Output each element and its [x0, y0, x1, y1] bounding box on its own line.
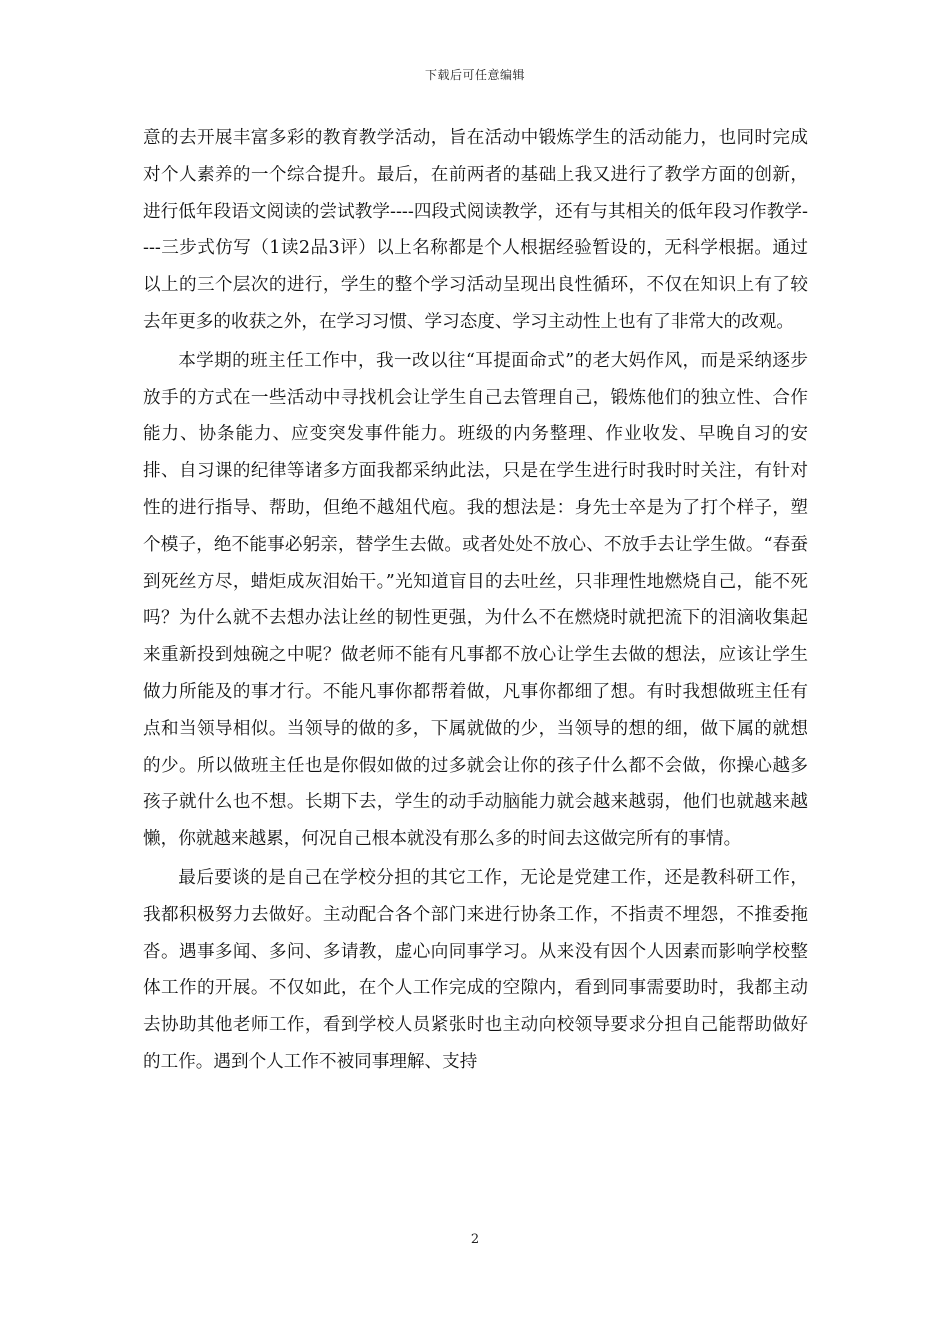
paragraph-continuation: 意的去开展丰富多彩的教育教学活动，旨在活动中锻炼学生的活动能力，也同时完成对个人素养的一个综合提升。最后，在前两者的基础上我又进行了教学方面的创新，进行低年段语文阅读的尝试教学----四段式阅读教学，还有与其相关的低年段习作教学----三步式仿写（1读2品3评）以上名称都是个人根据经验暂设的，无科学根据。通过以上的三个层次的进行，学生的整个学习活动呈现出良性循环，不仅在知识上有了较去年更多的收获之外，在学习习惯、学习态度、学习主动性上也有了非常大的改观。 — [143, 128, 808, 332]
page-number: 2 — [470, 1232, 480, 1247]
page-header: 下载后可任意编辑 — [424, 68, 525, 82]
document-body — [143, 120, 808, 1081]
paragraph-class-teacher-work: 本学期的班主任工作中，我一改以往“耳提面命式”的老大妈作风，而是采纳逐步放手的方式在一些活动中寻找机会让学生自己去管理自己，锻炼他们的独立性、合作能力、协条能力、应变突发事件能力。班级的内务整理、作业收发、早晚自习的安排、自习课的纪律等诸多方面我都采纳此法，只是在学生进行时我时时关注，有针对性的进行指导、帮助，但绝不越俎代庖。我的想法是：身先士卒是为了打个样子，塑个模子，绝不能事必躬亲，替学生去做。或者处处不放心、不放手去让学生做。“春蚕到死丝方尽，蜡炬成灰泪始干。”光知道盲目的去吐丝，只非理性地燃烧自己，能不死吗？为什么就不去想办法让丝的韧性更强，为什么不在燃烧时就把流下的泪滴收集起来重新投到烛碗之中呢？做老师不能有凡事都不放心让学生去做的想法，应该让学生做力所能及的事才行。不能凡事你都帮着做，凡事你都细了想。有时我想做班主任有点和当领导相似。当领导的做的多，下属就做的少，当领导的想的细，做下属的就想的少。所以做班主任也是你假如做的过多就会让你的孩子什么都不会做，你操心越多孩子就什么也不想。长期下去，学生的动手动脑能力就会越来越弱，他们也就越来越懒，你就越来越累，何况自己根本就没有那么多的时间去这做完所有的事情。 — [143, 350, 808, 850]
paragraph-other-work: 最后要谈的是自己在学校分担的其它工作，无论是党建工作，还是教科研工作，我都积极努力去做好。主动配合各个部门来进行协条工作，不指责不埋怨，不推委拖沓。遇事多闻、多问、多请教，虚心向同事学习。从来没有因个人因素而影响学校整体工作的开展。不仅如此，在个人工作完成的空隙内，看到同事需要助时，我都主动去协助其他老师工作，看到学校人员紧张时也主动向校领导要求分担自己能帮助做好的工作。遇到个人工作不被同事理解、支持 — [143, 867, 808, 1072]
